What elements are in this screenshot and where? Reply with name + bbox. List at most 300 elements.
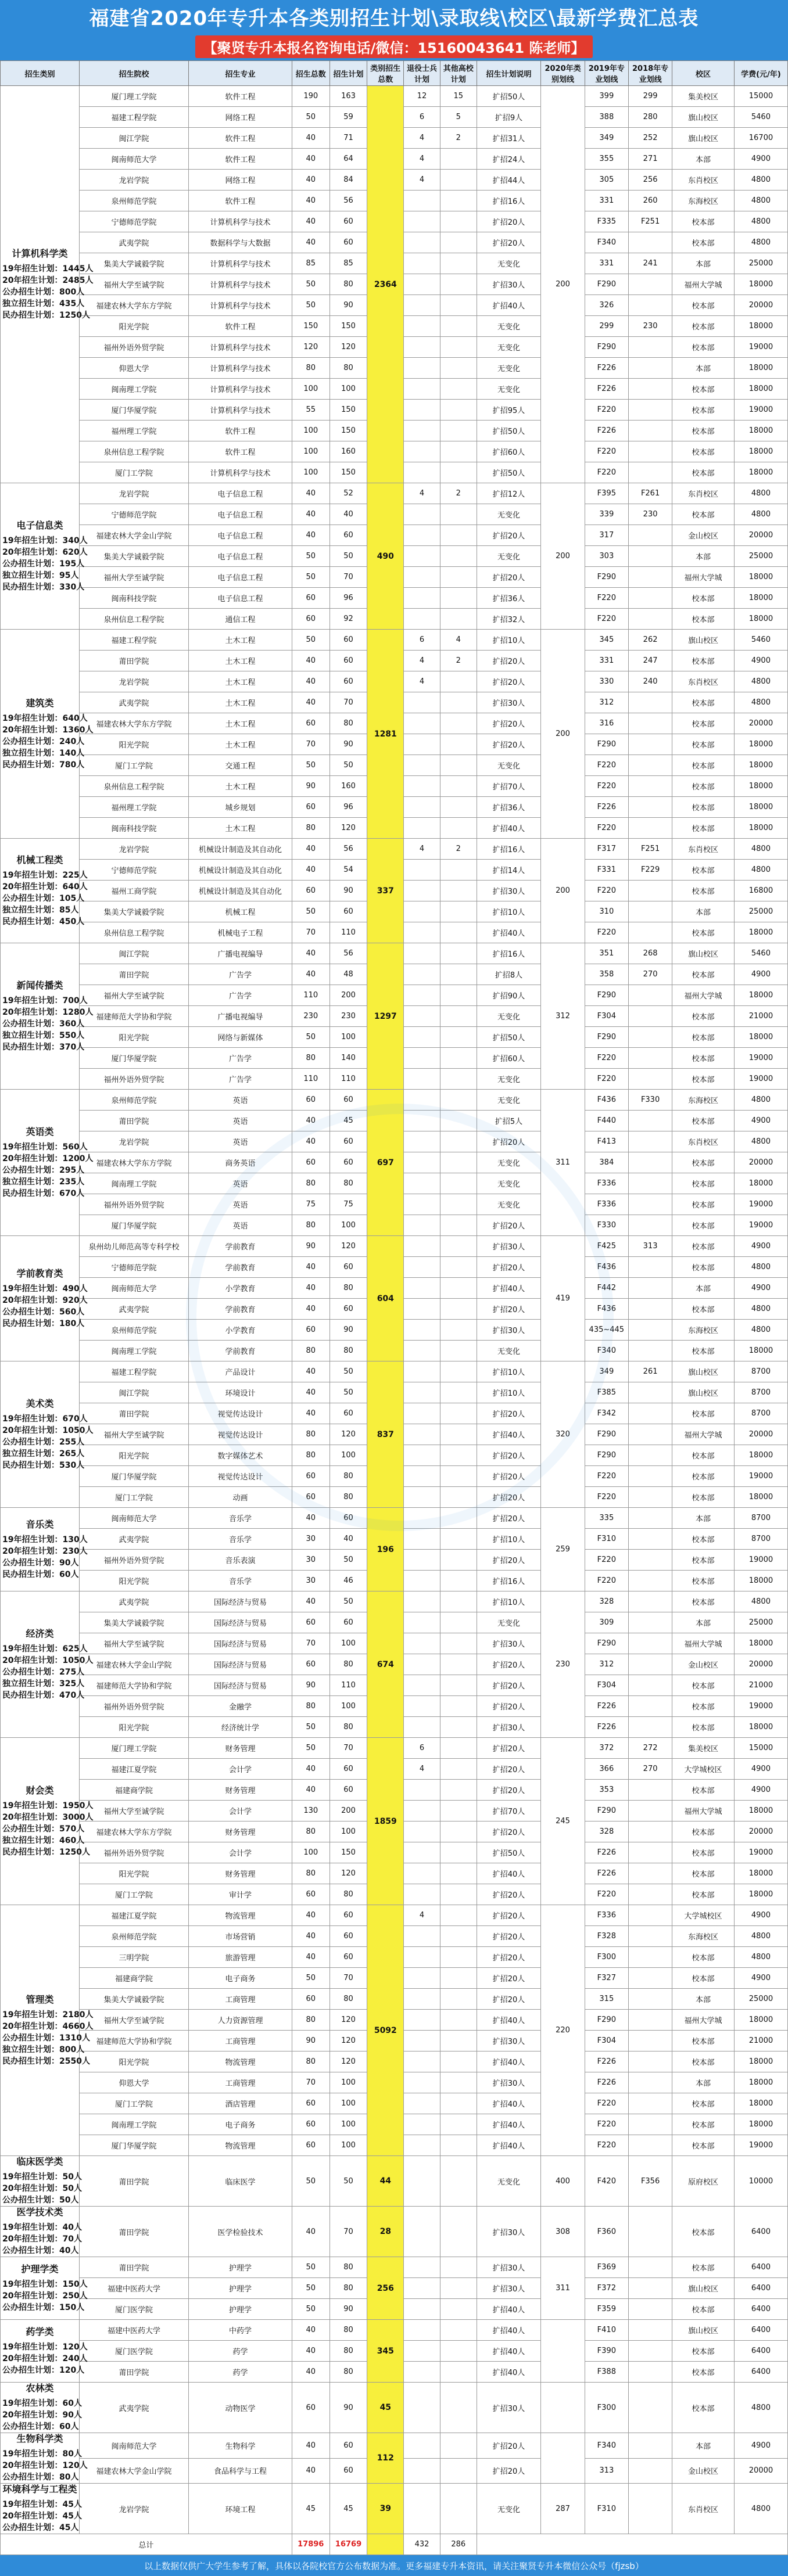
campus-cell: 大学城校区	[672, 1759, 735, 1780]
major-cell: 国际经济与贸易	[189, 1654, 292, 1675]
enroll-plan-cell: 160	[329, 776, 367, 797]
score-2019-cell: F304	[585, 1006, 628, 1027]
veteran-plan-cell	[404, 1571, 440, 1591]
other-plan-cell	[440, 1299, 477, 1320]
veteran-plan-cell	[404, 1299, 440, 1320]
tuition-cell: 4800	[734, 1299, 787, 1320]
school-cell: 泉州师范学院	[79, 1090, 188, 1111]
score-2018-cell	[628, 1027, 672, 1048]
campus-cell: 校本部	[672, 692, 735, 713]
campus-cell: 校本部	[672, 1466, 735, 1487]
tuition-cell: 8700	[734, 1403, 787, 1424]
category-plan-line: 19年招生计划：490人	[2, 1284, 88, 1294]
score-2019-cell: 316	[585, 713, 628, 734]
score-2019-cell: F220	[585, 2114, 628, 2135]
category-plan-line: 民办招生计划：330人	[2, 582, 85, 592]
school-cell: 莆田学院	[79, 1111, 188, 1131]
veteran-plan-cell	[404, 2207, 440, 2257]
plan-note-cell: 无变化	[477, 1152, 541, 1173]
score-2019-cell: F440	[585, 1111, 628, 1131]
campus-cell: 校本部	[672, 818, 735, 839]
veteran-plan-cell: 4	[404, 1759, 440, 1780]
plan-note-cell: 扩招30人	[477, 2031, 541, 2052]
score-2019-cell: 312	[585, 1654, 628, 1675]
school-cell: 泉州信息工程学院	[79, 609, 188, 630]
major-cell: 通信工程	[189, 609, 292, 630]
category-plan-line: 民办招生计划：450人	[2, 917, 85, 926]
column-header: 学费(元/年)	[734, 61, 787, 86]
campus-cell: 校本部	[672, 2341, 735, 2362]
score-2019-cell: F372	[585, 2278, 628, 2299]
score-2019-cell: F220	[585, 818, 628, 839]
score-2019-cell: F226	[585, 421, 628, 441]
plan-note-cell: 扩招20人	[477, 1968, 541, 1989]
score-2019-cell: 366	[585, 1759, 628, 1780]
school-cell: 闽南理工学院	[79, 1173, 188, 1194]
enroll-plan-cell: 80	[329, 2278, 367, 2299]
category-plan-line: 民办招生计划：530人	[2, 1460, 85, 1470]
plan-note-cell: 扩招20人	[477, 671, 541, 692]
school-cell: 福州外语外贸学院	[79, 337, 188, 358]
enroll-total-cell: 120	[292, 337, 329, 358]
enroll-plan-cell: 80	[329, 1884, 367, 1905]
other-plan-cell	[440, 964, 477, 985]
enroll-plan-cell: 40	[329, 1529, 367, 1550]
tuition-cell: 6400	[734, 2278, 787, 2299]
school-cell: 阳光学院	[79, 1863, 188, 1884]
score-2019-cell: 305	[585, 170, 628, 191]
veteran-plan-cell	[404, 2052, 440, 2072]
score-2018-cell	[628, 1863, 672, 1884]
other-plan-cell	[440, 1821, 477, 1842]
category-cutoff-cell: 200	[541, 630, 585, 839]
school-cell: 厦门医学院	[79, 2341, 188, 2362]
score-2019-cell: 358	[585, 964, 628, 985]
score-2018-cell	[628, 232, 672, 253]
column-header: 其他高校计划	[440, 61, 477, 86]
other-plan-cell	[440, 1759, 477, 1780]
school-cell: 福建商学院	[79, 1968, 188, 1989]
enroll-total-cell: 40	[292, 2362, 329, 2383]
major-cell: 英语	[189, 1131, 292, 1152]
other-plan-cell	[440, 1361, 477, 1382]
enroll-plan-cell: 163	[329, 86, 367, 107]
score-2018-cell	[628, 2299, 672, 2320]
enroll-total-cell: 40	[292, 1759, 329, 1780]
other-plan-cell	[440, 567, 477, 588]
score-2018-cell	[628, 776, 672, 797]
other-plan-cell	[440, 1571, 477, 1591]
campus-cell: 校本部	[672, 2135, 735, 2156]
plan-note-cell: 扩招20人	[477, 1926, 541, 1947]
campus-cell: 本部	[672, 358, 735, 379]
major-cell: 产品设计	[189, 1361, 292, 1382]
category-plan-line: 20年招生计划：4660人	[2, 2021, 94, 2031]
major-cell: 计算机科学与技术	[189, 337, 292, 358]
veteran-plan-cell	[404, 504, 440, 525]
other-plan-cell	[440, 1069, 477, 1090]
school-cell: 福建农林大学东方学院	[79, 1152, 188, 1173]
score-2019-cell: F226	[585, 379, 628, 400]
school-cell: 泉州师范学院	[79, 1926, 188, 1947]
campus-cell: 集美校区	[672, 1738, 735, 1759]
major-cell: 广告学	[189, 1048, 292, 1069]
category-total-cell: 256	[367, 2257, 404, 2320]
campus-cell: 金山校区	[672, 2458, 735, 2484]
major-cell: 小学教育	[189, 1278, 292, 1299]
score-2019-cell: F226	[585, 2052, 628, 2072]
score-2019-cell: F369	[585, 2257, 628, 2278]
category-plan-line: 公办招生计划：800人	[2, 287, 85, 297]
campus-cell: 校本部	[672, 881, 735, 901]
veteran-plan-cell	[404, 1487, 440, 1508]
major-cell: 电子信息工程	[189, 546, 292, 567]
major-cell: 物流管理	[189, 2135, 292, 2156]
category-name: 新闻传播类	[16, 979, 63, 991]
veteran-plan-cell	[404, 755, 440, 776]
enroll-total-cell: 80	[292, 1445, 329, 1466]
plan-note-cell: 扩招40人	[477, 922, 541, 943]
category-plan-line: 公办招生计划：570人	[2, 1824, 85, 1834]
score-2018-cell	[628, 985, 672, 1006]
enroll-plan-cell: 80	[329, 1487, 367, 1508]
category-name: 环境科学与工程类	[2, 2484, 77, 2495]
campus-cell: 校本部	[672, 504, 735, 525]
enroll-plan-cell: 90	[329, 1320, 367, 1341]
plan-note-cell: 无变化	[477, 1090, 541, 1111]
enroll-plan-cell: 140	[329, 1048, 367, 1069]
category-plan-line: 20年招生计划：250人	[2, 2291, 88, 2301]
school-cell: 福建中医药大学	[79, 2278, 188, 2299]
score-2018-cell: 262	[628, 630, 672, 651]
enroll-plan-cell: 60	[329, 2458, 367, 2484]
plan-note-cell: 扩招9人	[477, 107, 541, 128]
plan-note-cell: 无变化	[477, 2156, 541, 2207]
major-cell: 动物医学	[189, 2383, 292, 2433]
veteran-plan-cell	[404, 441, 440, 462]
enroll-total-cell: 60	[292, 1654, 329, 1675]
category-plan-line: 20年招生计划：1200人	[2, 1154, 94, 1163]
other-plan-cell	[440, 421, 477, 441]
score-2018-cell	[628, 1968, 672, 1989]
school-cell: 厦门医学院	[79, 2299, 188, 2320]
school-cell: 闽南理工学院	[79, 379, 188, 400]
campus-cell: 校本部	[672, 1341, 735, 1361]
score-2019-cell: F290	[585, 337, 628, 358]
tuition-cell: 18000	[734, 316, 787, 337]
major-cell: 财务管理	[189, 1780, 292, 1801]
plan-note-cell: 扩招30人	[477, 692, 541, 713]
category-plan-line: 公办招生计划：195人	[2, 559, 85, 569]
major-cell: 护理学	[189, 2299, 292, 2320]
tuition-cell: 4900	[734, 1236, 787, 1257]
tuition-cell: 18000	[734, 379, 787, 400]
enroll-plan-cell: 100	[329, 1696, 367, 1717]
school-cell: 龙岩学院	[79, 483, 188, 504]
category-plan-line: 20年招生计划：3000人	[2, 1812, 94, 1822]
plan-note-cell: 扩招16人	[477, 839, 541, 860]
score-2018-cell	[628, 2278, 672, 2299]
category-plan-line: 民办招生计划：370人	[2, 1042, 85, 1052]
score-2018-cell: 230	[628, 504, 672, 525]
enroll-plan-cell: 120	[329, 1863, 367, 1884]
enroll-total-cell: 60	[292, 713, 329, 734]
score-2018-cell	[628, 358, 672, 379]
score-2019-cell: F220	[585, 462, 628, 483]
score-2018-cell	[628, 2257, 672, 2278]
score-2019-cell: 317	[585, 525, 628, 546]
plan-note-cell: 扩招40人	[477, 1278, 541, 1299]
school-cell: 集美大学诚毅学院	[79, 1612, 188, 1633]
veteran-plan-cell	[404, 1717, 440, 1738]
school-cell: 武夷学院	[79, 232, 188, 253]
enroll-total-cell: 45	[292, 2484, 329, 2534]
category-total-cell: 674	[367, 1591, 404, 1738]
school-cell: 闽江学院	[79, 1382, 188, 1403]
plan-note-cell: 扩招24人	[477, 149, 541, 170]
tuition-cell: 4900	[734, 1968, 787, 1989]
score-2019-cell: 299	[585, 316, 628, 337]
category-cutoff-cell	[541, 2320, 585, 2383]
enroll-plan-cell: 80	[329, 358, 367, 379]
category-name: 建筑类	[26, 697, 54, 709]
other-plan-cell	[440, 441, 477, 462]
enroll-total-cell: 80	[292, 1821, 329, 1842]
plan-note-cell: 扩招36人	[477, 797, 541, 818]
campus-cell: 旗山校区	[672, 2278, 735, 2299]
school-cell: 福建师范大学协和学院	[79, 1675, 188, 1696]
plan-note-cell: 扩招20人	[477, 1257, 541, 1278]
tuition-cell: 15000	[734, 1738, 787, 1759]
school-cell: 福州理工学院	[79, 421, 188, 441]
tuition-cell: 19000	[734, 1842, 787, 1863]
enroll-plan-cell: 46	[329, 1571, 367, 1591]
other-plan-cell	[440, 1842, 477, 1863]
tuition-cell: 20000	[734, 1152, 787, 1173]
tuition-cell: 4800	[734, 1090, 787, 1111]
table-row	[1, 2257, 788, 2278]
campus-cell: 校本部	[672, 441, 735, 462]
plan-note-cell: 扩招30人	[477, 1236, 541, 1257]
score-2019-cell: F290	[585, 2010, 628, 2031]
other-plan-cell	[440, 1550, 477, 1571]
plan-note-cell: 扩招20人	[477, 734, 541, 755]
veteran-plan-cell	[404, 860, 440, 881]
campus-cell: 本部	[672, 1278, 735, 1299]
score-2019-cell: F340	[585, 232, 628, 253]
veteran-plan-cell	[404, 1633, 440, 1654]
score-2018-cell: 241	[628, 253, 672, 274]
score-2018-cell: 313	[628, 1236, 672, 1257]
school-cell: 闽南师范大学	[79, 2433, 188, 2459]
enroll-total-cell: 40	[292, 1257, 329, 1278]
table-row	[1, 2484, 788, 2534]
plan-note-cell: 扩招20人	[477, 1780, 541, 1801]
major-cell: 视觉传达设计	[189, 1466, 292, 1487]
category-plan-line: 19年招生计划：225人	[2, 870, 88, 880]
enroll-total-cell: 40	[292, 1780, 329, 1801]
score-2018-cell	[628, 295, 672, 316]
score-2019-cell: F317	[585, 839, 628, 860]
category-plan-line: 公办招生计划：360人	[2, 1019, 85, 1029]
enroll-total-cell: 40	[292, 860, 329, 881]
major-cell: 音乐学	[189, 1529, 292, 1550]
campus-cell: 校本部	[672, 1048, 735, 1069]
veteran-plan-cell	[404, 191, 440, 211]
enroll-total-cell: 60	[292, 609, 329, 630]
enroll-plan-cell: 60	[329, 1257, 367, 1278]
plan-note-cell: 扩招20人	[477, 1654, 541, 1675]
category-plan-line: 独立招生计划：325人	[2, 1679, 85, 1688]
other-plan-cell	[440, 1048, 477, 1069]
other-plan-cell	[440, 1696, 477, 1717]
enroll-total-cell: 50	[292, 1968, 329, 1989]
enroll-total-cell: 130	[292, 1801, 329, 1821]
score-2018-cell	[628, 881, 672, 901]
plan-note-cell: 扩招20人	[477, 1947, 541, 1968]
score-2019-cell: F310	[585, 1529, 628, 1550]
other-plan-cell	[440, 2207, 477, 2257]
veteran-plan-cell	[404, 1968, 440, 1989]
major-cell: 机械电子工程	[189, 922, 292, 943]
other-plan-cell	[440, 2341, 477, 2362]
tuition-cell: 6400	[734, 2320, 787, 2341]
other-plan-cell	[440, 2299, 477, 2320]
score-2018-cell	[628, 379, 672, 400]
enroll-total-cell: 40	[292, 170, 329, 191]
score-2019-cell: F226	[585, 1696, 628, 1717]
enroll-plan-cell: 100	[329, 2093, 367, 2114]
school-cell: 集美大学诚毅学院	[79, 1989, 188, 2010]
plan-note-cell: 无变化	[477, 1194, 541, 1215]
veteran-plan-cell	[404, 274, 440, 295]
campus-cell: 旗山校区	[672, 107, 735, 128]
school-cell: 武夷学院	[79, 2383, 188, 2433]
school-cell: 闽南师范大学	[79, 1278, 188, 1299]
plan-note-cell: 扩招10人	[477, 630, 541, 651]
score-2018-cell	[628, 567, 672, 588]
category-total-cell: 1281	[367, 630, 404, 839]
category-name: 美术类	[26, 1397, 54, 1409]
score-2019-cell: F335	[585, 211, 628, 232]
campus-cell: 校本部	[672, 734, 735, 755]
enroll-plan-cell: 60	[329, 901, 367, 922]
major-cell: 会计学	[189, 1801, 292, 1821]
tuition-cell: 19000	[734, 337, 787, 358]
score-2019-cell: 384	[585, 1152, 628, 1173]
other-plan-cell	[440, 1654, 477, 1675]
campus-cell: 校本部	[672, 860, 735, 881]
category-plan-line: 公办招生计划：60人	[2, 2422, 79, 2431]
campus-cell: 本部	[672, 901, 735, 922]
score-2019-cell: F413	[585, 1131, 628, 1152]
other-plan-cell: 15	[440, 86, 477, 107]
major-cell: 城乡规划	[189, 797, 292, 818]
other-plan-cell	[440, 713, 477, 734]
score-2019-cell: F220	[585, 2135, 628, 2156]
school-cell: 宁德师范学院	[79, 211, 188, 232]
score-2018-cell	[628, 755, 672, 776]
plan-note-cell: 扩招20人	[477, 211, 541, 232]
score-2019-cell: F290	[585, 1633, 628, 1654]
enroll-total-cell: 100	[292, 441, 329, 462]
score-2018-cell	[628, 1445, 672, 1466]
enroll-plan-cell: 100	[329, 2114, 367, 2135]
score-2019-cell: 351	[585, 943, 628, 964]
score-2018-cell: 260	[628, 191, 672, 211]
major-cell: 数字媒体艺术	[189, 1445, 292, 1466]
score-2018-cell	[628, 1633, 672, 1654]
school-cell: 厦门工学院	[79, 2093, 188, 2114]
tuition-cell: 19000	[734, 1466, 787, 1487]
enroll-plan-cell: 70	[329, 2207, 367, 2257]
other-plan-cell	[440, 316, 477, 337]
score-2018-cell	[628, 1487, 672, 1508]
tuition-cell: 20000	[734, 713, 787, 734]
major-cell: 广播电视编导	[189, 943, 292, 964]
other-plan-cell	[440, 2383, 477, 2433]
other-plan-cell	[440, 2052, 477, 2072]
enroll-total-cell: 60	[292, 1884, 329, 1905]
plan-note-cell: 扩招16人	[477, 191, 541, 211]
campus-cell: 校本部	[672, 400, 735, 421]
score-2018-cell	[628, 337, 672, 358]
score-2019-cell: F300	[585, 2383, 628, 2433]
category-plan-line: 独立招生计划：435人	[2, 299, 85, 308]
category-plan-line: 19年招生计划：80人	[2, 2449, 82, 2459]
enroll-plan-cell: 100	[329, 2135, 367, 2156]
category-name: 医学技术类	[16, 2207, 63, 2218]
major-cell: 英语	[189, 1215, 292, 1236]
plan-note-cell: 扩招40人	[477, 2010, 541, 2031]
campus-cell: 东肖校区	[672, 170, 735, 191]
plan-note-cell: 扩招50人	[477, 462, 541, 483]
school-cell: 莆田学院	[79, 2207, 188, 2257]
score-2019-cell: F290	[585, 734, 628, 755]
score-2018-cell	[628, 2383, 672, 2433]
tuition-cell: 20000	[734, 525, 787, 546]
campus-cell: 旗山校区	[672, 1361, 735, 1382]
school-cell: 福州大学至诚学院	[79, 1801, 188, 1821]
veteran-plan-cell	[404, 901, 440, 922]
tuition-cell: 18000	[734, 755, 787, 776]
score-2018-cell	[628, 1821, 672, 1842]
school-cell: 厦门华厦学院	[79, 400, 188, 421]
campus-cell: 东海校区	[672, 191, 735, 211]
enroll-plan-cell: 100	[329, 1821, 367, 1842]
score-2018-cell	[628, 1152, 672, 1173]
enroll-total-cell: 230	[292, 1006, 329, 1027]
campus-cell: 东肖校区	[672, 2484, 735, 2534]
veteran-plan-cell	[404, 1215, 440, 1236]
campus-cell: 校本部	[672, 1968, 735, 1989]
veteran-plan-cell: 4	[404, 839, 440, 860]
veteran-plan-cell	[404, 1550, 440, 1571]
campus-cell: 本部	[672, 546, 735, 567]
other-plan-cell	[440, 1989, 477, 2010]
major-cell: 电子信息工程	[189, 483, 292, 504]
plan-note-cell: 扩招40人	[477, 2114, 541, 2135]
column-header: 招生总数	[292, 61, 329, 86]
category-plan-line: 独立招生计划：235人	[2, 1177, 85, 1187]
major-cell: 英语	[189, 1090, 292, 1111]
veteran-plan-cell	[404, 2031, 440, 2052]
campus-cell: 校本部	[672, 2207, 735, 2257]
enroll-total-cell: 85	[292, 253, 329, 274]
category-plan-line: 19年招生计划：340人	[2, 536, 88, 545]
campus-cell: 校本部	[672, 1591, 735, 1612]
tuition-cell: 25000	[734, 253, 787, 274]
